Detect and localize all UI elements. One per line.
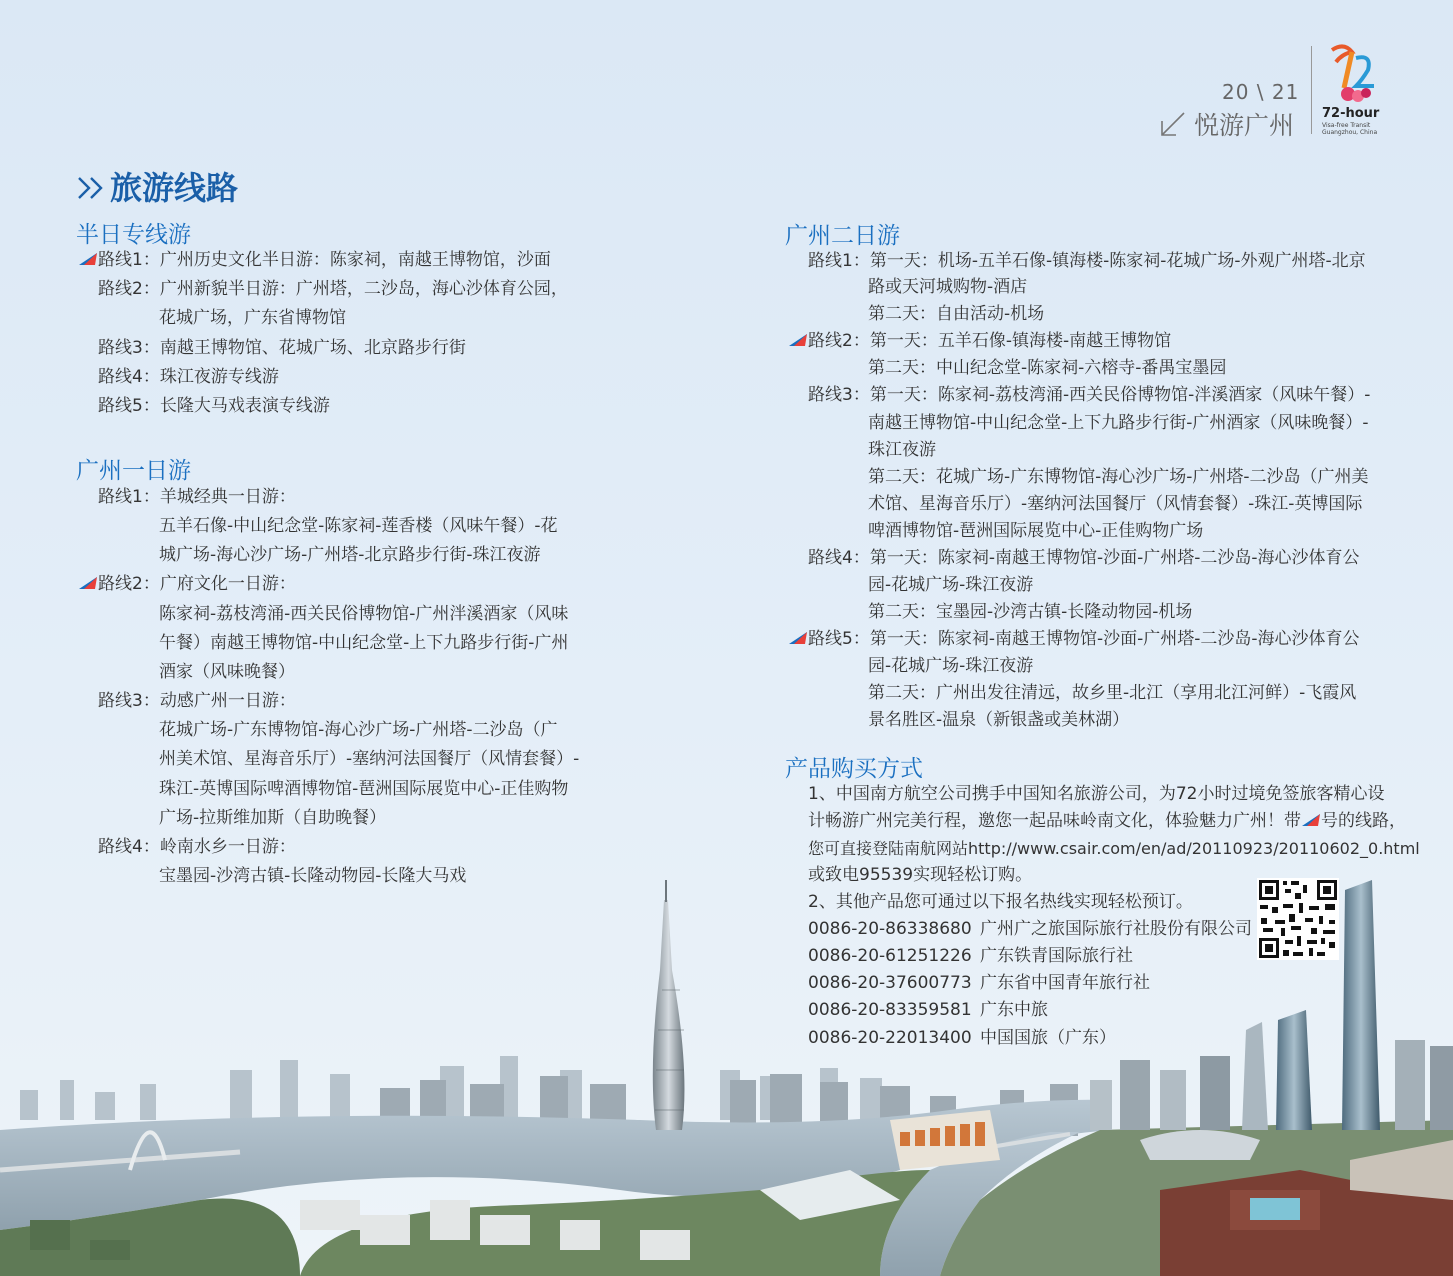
- airline-logo-icon: [78, 252, 98, 266]
- header-divider: [1311, 46, 1312, 134]
- two-day-route-1: 路线1：第一天：机场-五羊石像-镇海楼-陈家祠-花城广场-外观广州塔-北京: [808, 251, 1366, 271]
- guangzhou-skyline-illustration: [0, 870, 1453, 1276]
- corner-slash-icon: [1160, 111, 1186, 137]
- one-day-route-3-detail: 花城广场-广东博物馆-海心沙广场-广州塔-二沙岛（广: [159, 720, 558, 740]
- half-day-route-2: 路线2：广州新貌半日游：广州塔，二沙岛，海心沙体育公园，: [98, 279, 568, 299]
- brand-title: [1160, 106, 1294, 142]
- two-day-route-3-day2: 第二天：花城广场-广东博物馆-海心沙广场-广州塔-二沙岛（广州美: [868, 467, 1369, 487]
- half-day-route-3: 路线3：南越王博物馆、花城广场、北京路步行街: [98, 338, 466, 358]
- hotline-agency: 广州广之旅国际旅行社股份有限公司: [980, 919, 1252, 939]
- one-day-route-3-detail: 珠江-英博国际啤酒博物馆-琶洲国际展览中心-正佳购物: [159, 779, 569, 799]
- one-day-route-3-detail: 州美术馆、星海音乐厅）-塞纳河法国餐厅（风情套餐）-: [159, 749, 580, 769]
- one-day-route-2: 路线2：广府文化一日游：: [78, 570, 296, 599]
- one-day-route-3-detail: 广场-拉斯维加斯（自助晚餐）: [159, 808, 387, 828]
- one-day-route-2-detail: 陈家祠-荔枝湾涌-西关民俗博物馆-广州泮溪酒家（风味: [159, 604, 569, 624]
- brand-text: 悦游广州: [1194, 111, 1295, 140]
- purchase-text: 2、其他产品您可通过以下报名热线实现轻松预订。: [808, 892, 1193, 912]
- double-chevron-icon: [76, 175, 108, 201]
- hotline-agency: 广东省中国青年旅行社: [980, 973, 1150, 993]
- airline-logo-icon: [1301, 813, 1321, 827]
- hotline-agency: 广东铁青国际旅行社: [980, 946, 1133, 966]
- two-day-route-4: 路线4：第一天：陈家祠-南越王博物馆-沙面-广州塔-二沙岛-海心沙体育公: [808, 548, 1360, 568]
- two-day-route-5-day2: 第二天：广州出发往清远，故乡里-北江（享用北江河鲜）-飞霞风: [868, 683, 1357, 703]
- half-day-heading: 半日专线游: [76, 222, 191, 248]
- two-day-route-5-day2-cont: 景名胜区-温泉（新银盏或美林湖）: [868, 710, 1130, 730]
- half-day-route-4: 路线4：珠江夜游专线游: [98, 367, 279, 387]
- transit-logo: [1322, 44, 1382, 136]
- purchase-text: 1、中国南方航空公司携手中国知名旅游公司，为72小时过境免签旅客精心设: [808, 784, 1385, 804]
- purchase-text: 计畅游广州完美行程，邀您一起品味岭南文化，体验魅力广州！带 号的线路，: [808, 811, 1406, 831]
- two-day-route-4-cont: 园-花城广场-珠江夜游: [868, 575, 1034, 595]
- two-day-route-5: 路线5：第一天：陈家祠-南越王博物馆-沙面-广州塔-二沙岛-海心沙体育公: [788, 625, 1360, 654]
- two-day-route-3: 路线3：第一天：陈家祠-荔枝湾涌-西关民俗博物馆-泮溪酒家（风味午餐）-: [808, 385, 1371, 405]
- hotline-phone: 0086-20-86338680: [808, 919, 972, 939]
- purchase-heading: 产品购买方式: [785, 756, 923, 782]
- logo-subtitle: Visa-free Transit Guangzhou, China: [1322, 122, 1378, 136]
- two-day-route-3-cont: 南越王博物馆-中山纪念堂-上下九路步行街-广州酒家（风味晚餐）-: [868, 413, 1369, 433]
- purchase-text: 或致电95539实现轻松订购。: [808, 865, 1033, 885]
- two-day-route-3-day2-cont: 啤酒博物馆-琶洲国际展览中心-正佳购物广场: [868, 521, 1204, 541]
- airline-logo-icon: [788, 631, 808, 645]
- hotline-phone: 0086-20-61251226: [808, 946, 972, 966]
- one-day-route-1-detail: 五羊石像-中山纪念堂-陈家祠-莲香楼（风味午餐）-花: [159, 516, 558, 536]
- hotline-phone: 0086-20-83359581: [808, 1000, 972, 1020]
- one-day-heading: 广州一日游: [76, 458, 191, 484]
- one-day-route-2-detail: 午餐）南越王博物馆-中山纪念堂-上下九路步行街-广州: [159, 633, 569, 653]
- one-day-route-1: 路线1：羊城经典一日游：: [98, 487, 296, 507]
- two-day-route-3-cont: 珠江夜游: [868, 440, 936, 460]
- page-number: 20 \ 21: [1222, 80, 1300, 104]
- two-day-route-1-cont: 路或天河城购物-酒店: [868, 277, 1028, 297]
- two-day-route-2-day2: 第二天：中山纪念堂-陈家祠-六榕寺-番禺宝墨园: [868, 358, 1227, 378]
- two-day-route-2: 路线2：第一天：五羊石像-镇海楼-南越王博物馆: [788, 327, 1171, 356]
- one-day-route-3: 路线3：动感广州一日游：: [98, 691, 296, 711]
- hotline-agency: 广东中旅: [980, 1000, 1048, 1020]
- two-day-heading: 广州二日游: [785, 223, 900, 249]
- half-day-route-2-cont: 花城广场，广东省博物馆: [159, 308, 346, 328]
- half-day-route-5: 路线5：长隆大马戏表演专线游: [98, 396, 330, 416]
- section-title: 旅游线路: [76, 163, 238, 209]
- two-day-route-4-day2: 第二天：宝墨园-沙湾古镇-长隆动物园-机场: [868, 602, 1193, 622]
- airline-logo-icon: [788, 333, 808, 347]
- 72-hour-logo-icon: [1322, 44, 1382, 106]
- one-day-route-2-detail: 酒家（风味晚餐）: [159, 662, 295, 682]
- one-day-route-1-detail: 城广场-海心沙广场-广州塔-北京路步行街-珠江夜游: [159, 545, 541, 565]
- logo-text: 72-hour: [1322, 106, 1380, 121]
- airline-logo-icon: [78, 576, 98, 590]
- hotline-phone: 0086-20-37600773: [808, 973, 972, 993]
- two-day-route-1-day2: 第二天：自由活动-机场: [868, 304, 1045, 324]
- two-day-route-3-day2-cont: 术馆、星海音乐厅）-塞纳河法国餐厅（风情套餐）-珠江-英博国际: [868, 494, 1363, 514]
- hotline-agency: 中国国旅（广东）: [980, 1028, 1116, 1048]
- one-day-route-4: 路线4：岭南水乡一日游：: [98, 837, 296, 857]
- half-day-route-1: 路线1：广州历史文化半日游：陈家祠，南越王博物馆，沙面: [78, 246, 551, 275]
- one-day-route-4-detail: 宝墨园-沙湾古镇-长隆动物园-长隆大马戏: [159, 866, 467, 886]
- hotline-phone: 0086-20-22013400: [808, 1028, 972, 1048]
- purchase-website[interactable]: 您可直接登陆南航网站http://www.csair.com/en/ad/20110923/20110602_0.html: [808, 839, 1420, 858]
- two-day-route-5-cont: 园-花城广场-珠江夜游: [868, 656, 1034, 676]
